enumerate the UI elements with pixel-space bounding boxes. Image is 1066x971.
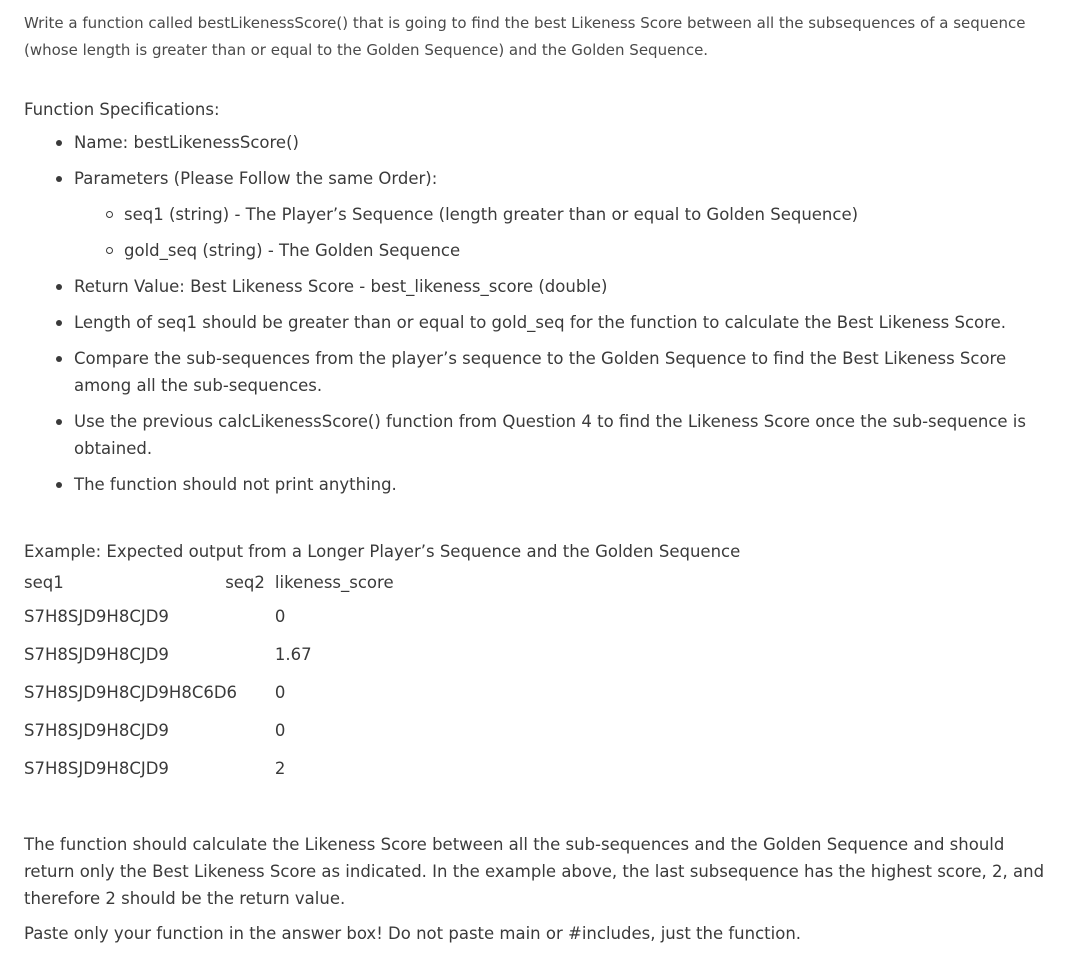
- spec-name-item: Name: bestLikenessScore(): [74, 129, 1054, 156]
- example-table: [24, 567, 425, 787]
- example-header-row: [24, 567, 425, 597]
- spec-parameters-item: [74, 165, 1054, 264]
- header-likeness-score: likeness_score: [274, 572, 394, 592]
- row-seq2: H8C6D6: [168, 682, 238, 702]
- row-seq2: [169, 597, 275, 635]
- header-seq2: seq2: [225, 572, 265, 592]
- header-seq1: seq1: [24, 572, 64, 592]
- question-content: [24, 10, 1054, 947]
- row-seq1: S7H8SJD9H8CJD9: [24, 682, 169, 702]
- spec-return-value-item: Return Value: Best Likeness Score - best_likeness_score (double): [74, 273, 1054, 300]
- table-row: [24, 711, 425, 749]
- paste-instruction: Paste only your function in the answer box! Do not paste main or #includes, just the function.: [24, 924, 802, 943]
- row-seq1: S7H8SJD9H8CJD9: [24, 644, 169, 664]
- parameter-list: [74, 201, 1054, 264]
- table-row: [24, 635, 425, 673]
- row-seq1: S7H8SJD9H8CJD9: [24, 606, 169, 626]
- spec-compare-rule-item: Compare the sub-sequences from the player’s sequence to the Golden Sequence to find the Best Likeness Score among all the sub-sequences.: [74, 345, 1054, 399]
- spec-use-previous-item: Use the previous calcLikenessScore() function from Question 4 to find the Likeness Score once the sub-sequence is obtained.: [74, 408, 1054, 462]
- row-seq2: [169, 749, 275, 787]
- table-row: [24, 749, 425, 787]
- row-score: 0: [274, 606, 286, 626]
- row-seq1: S7H8SJD9H8CJD9: [24, 720, 169, 740]
- parameter-gold-seq: gold_seq (string) - The Golden Sequence: [124, 237, 1054, 264]
- table-row: [24, 597, 425, 635]
- spec-no-print-item: The function should not print anything.: [74, 471, 1054, 498]
- spec-heading: Function Specifications:: [24, 100, 220, 119]
- closing-paragraph: The function should calculate the Likeness Score between all the sub-sequences and the Golden Sequence and should return only the Best Likeness Score as indicated. In the example above, the last subsequence has the highest score, 2, and therefore 2 should be the return value.: [24, 835, 1045, 908]
- spec-length-rule-item: Length of seq1 should be greater than or equal to gold_seq for the function to calculate the Best Likeness Score.: [74, 309, 1054, 336]
- parameter-seq1: seq1 (string) - The Player’s Sequence (length greater than or equal to Golden Sequence): [124, 201, 1054, 228]
- row-score: 2: [274, 758, 286, 778]
- table-row: [24, 673, 425, 711]
- row-score: 0: [274, 682, 286, 702]
- row-seq2: [169, 635, 275, 673]
- row-score: 1.67: [274, 644, 312, 664]
- intro-paragraph: Write a function called bestLikenessScore() that is going to find the best Likeness Score between all the subsequences of a sequence (whose length is greater than or equal to the Golden Sequence) and the Golden Sequence.: [24, 14, 1026, 59]
- row-score: 0: [274, 720, 286, 740]
- row-seq2: [169, 711, 275, 749]
- row-seq1: S7H8SJD9H8CJD9: [24, 758, 169, 778]
- spec-parameters-label: Parameters (Please Follow the same Order):: [74, 169, 438, 188]
- spec-list: [24, 129, 1054, 498]
- example-heading: Example: Expected output from a Longer Player’s Sequence and the Golden Sequence: [24, 542, 741, 561]
